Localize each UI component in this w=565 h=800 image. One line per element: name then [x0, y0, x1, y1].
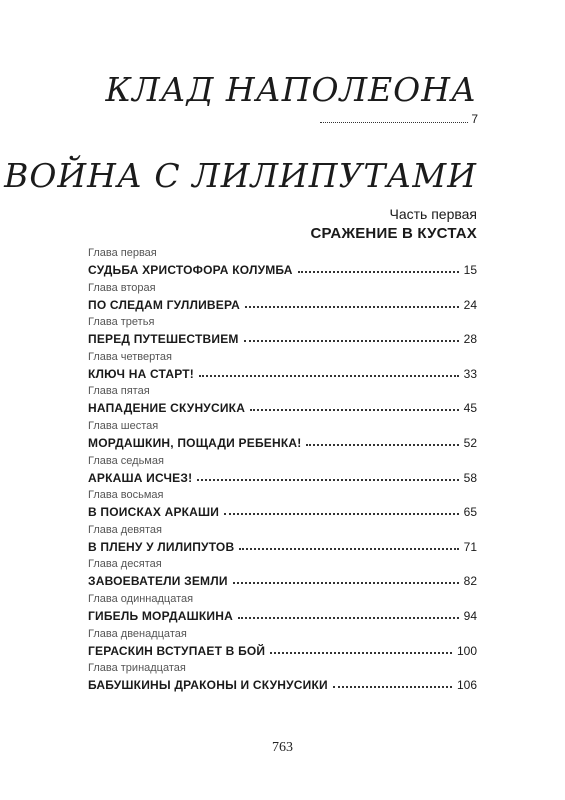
chapter-line	[88, 399, 477, 415]
chapter-page-number: 58	[463, 470, 477, 485]
chapter-label: Глава восьмая	[88, 489, 164, 502]
chapter-label: Глава одиннадцатая	[88, 592, 194, 605]
chapter-line	[88, 607, 477, 623]
toc-entry[interactable]	[88, 521, 477, 556]
chapter-title[interactable]: СУДЬБА ХРИСТОФОРА КОЛУМБА	[88, 263, 293, 277]
chapter-page-number: 106	[456, 678, 477, 693]
chapter-line	[88, 642, 477, 658]
chapter-page-number: 100	[456, 643, 477, 658]
chapter-label: Глава десятая	[88, 558, 162, 571]
toc-entry[interactable]	[88, 313, 477, 348]
chapter-title[interactable]: ГЕРАСКИН ВСТУПАЕТ В БОЙ	[88, 643, 266, 658]
chapter-page-number: 65	[463, 505, 477, 520]
chapter-title[interactable]: В ПЛЕНУ У ЛИЛИПУТОВ	[88, 539, 235, 554]
chapter-page-number: 24	[463, 297, 477, 312]
chapter-page-number: 45	[463, 401, 477, 416]
chapter-label: Глава тринадцатая	[88, 662, 186, 675]
chapter-page-number: 15	[463, 263, 477, 277]
chapter-title[interactable]: БАБУШКИНЫ ДРАКОНЫ И СКУНУСИКИ	[88, 678, 328, 693]
book-title-2: ВОЙНА С ЛИЛИПУТАМИ	[4, 156, 477, 195]
chapter-line	[88, 434, 477, 450]
chapter-title[interactable]: НАПАДЕНИЕ СКУНУСИКА	[88, 401, 246, 416]
book-title-1-page: 7	[471, 112, 478, 126]
chapter-page-number: 33	[463, 366, 477, 381]
page-number: 763	[272, 740, 293, 755]
chapter-label: Глава третья	[88, 316, 155, 329]
toc-entry[interactable]	[88, 244, 477, 279]
chapter-label: Глава вторая	[88, 281, 156, 294]
dot-leader	[224, 513, 459, 515]
chapter-title[interactable]: АРКАША ИСЧЕЗ!	[88, 470, 193, 485]
dot-leader	[320, 122, 468, 123]
chapter-label: Глава двенадцатая	[88, 627, 187, 640]
dot-leader	[238, 617, 459, 619]
chapter-line	[88, 365, 477, 381]
chapter-list	[88, 244, 477, 694]
toc-entry[interactable]	[88, 417, 477, 452]
chapter-line	[88, 676, 477, 692]
chapter-title[interactable]: В ПОИСКАХ АРКАШИ	[88, 505, 220, 520]
toc-entry[interactable]	[88, 555, 477, 590]
chapter-page-number: 94	[463, 608, 477, 623]
chapter-line	[88, 538, 477, 554]
chapter-line	[88, 296, 477, 312]
dot-leader	[239, 548, 458, 550]
dot-leader	[306, 444, 458, 446]
chapter-line	[88, 261, 477, 277]
dot-leader	[197, 479, 458, 481]
toc-entry[interactable]	[88, 348, 477, 383]
dot-leader	[233, 582, 459, 584]
chapter-label: Глава четвертая	[88, 350, 172, 363]
chapter-label: Глава шестая	[88, 419, 159, 432]
chapter-line	[88, 503, 477, 519]
chapter-page-number: 71	[463, 539, 477, 554]
chapter-title[interactable]: МОРДАШКИН, ПОЩАДИ РЕБЕНКА!	[88, 435, 302, 450]
chapter-title[interactable]: ПЕРЕД ПУТЕШЕСТВИЕМ	[88, 332, 239, 347]
dot-leader	[270, 652, 452, 654]
chapter-title[interactable]: ЗАВОЕВАТЕЛИ ЗЕМЛИ	[88, 574, 228, 589]
toc-entry[interactable]	[88, 659, 477, 694]
chapter-title[interactable]: ПО СЛЕДАМ ГУЛЛИВЕРА	[88, 297, 240, 312]
dot-leader	[250, 409, 459, 411]
book-title-1-leader	[320, 112, 478, 126]
toc-entry[interactable]	[88, 625, 477, 660]
dot-leader	[244, 340, 459, 342]
chapter-label: Глава первая	[88, 247, 157, 259]
book-title-1: КЛАД НАПОЛЕОНА	[105, 70, 477, 109]
chapter-label: Глава пятая	[88, 385, 150, 398]
dot-leader	[333, 686, 452, 688]
chapter-page-number: 28	[463, 332, 477, 347]
toc-entry[interactable]	[88, 590, 477, 625]
part-label: Часть первая	[389, 206, 477, 222]
chapter-page-number: 82	[463, 574, 477, 589]
chapter-label: Глава девятая	[88, 523, 162, 536]
dot-leader	[298, 271, 459, 273]
toc-entry[interactable]	[88, 279, 477, 314]
toc-entry[interactable]	[88, 452, 477, 487]
chapter-line	[88, 469, 477, 485]
dot-leader	[199, 375, 459, 377]
toc-entry[interactable]	[88, 486, 477, 521]
chapter-title[interactable]: КЛЮЧ НА СТАРТ!	[88, 366, 194, 381]
part-title: СРАЖЕНИЕ В КУСТАХ	[310, 225, 477, 242]
chapter-line	[88, 572, 477, 588]
chapter-line	[88, 330, 477, 346]
chapter-label: Глава седьмая	[88, 454, 164, 467]
toc-entry[interactable]	[88, 382, 477, 417]
chapter-page-number: 52	[463, 435, 477, 450]
chapter-title[interactable]: ГИБЕЛЬ МОРДАШКИНА	[88, 608, 233, 623]
dot-leader	[245, 306, 459, 308]
